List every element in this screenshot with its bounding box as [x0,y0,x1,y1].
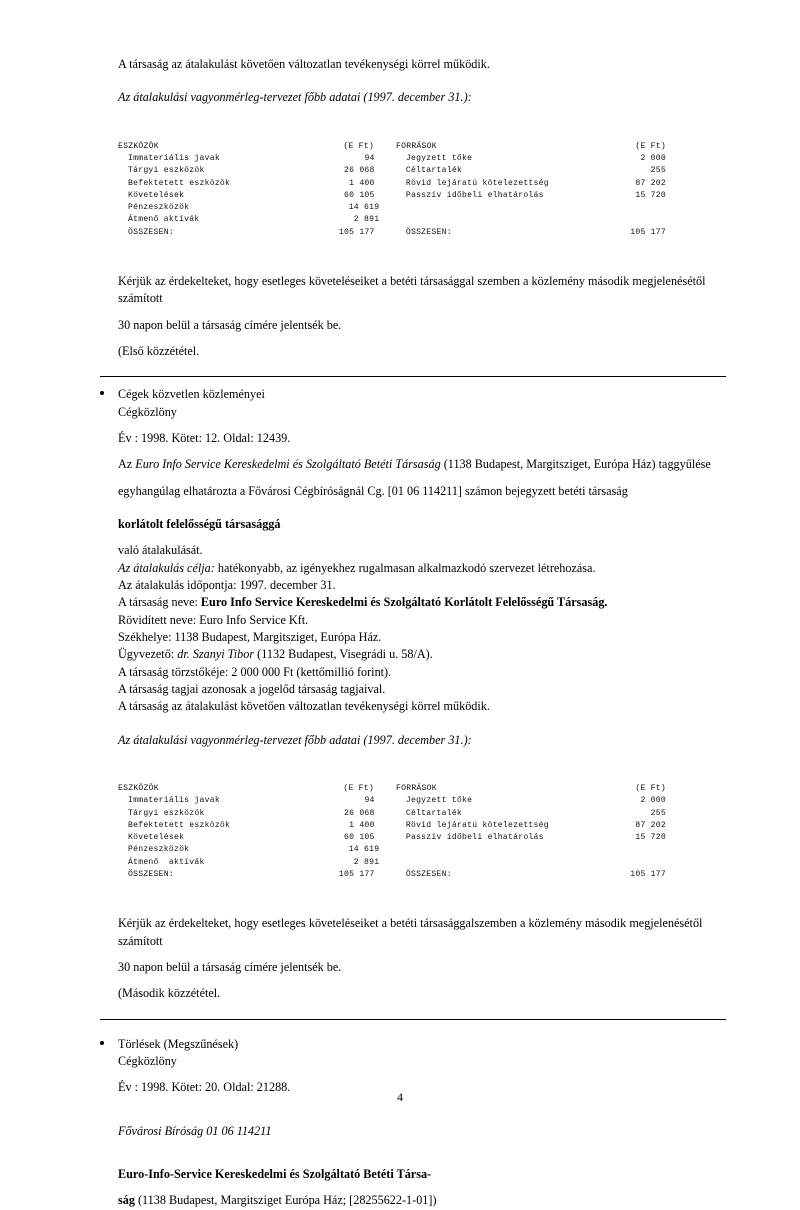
spacer [118,308,744,317]
company-address: (1138 Budapest, Margitsziget Európa Ház; [28255622-1-01]) [134,1193,437,1208]
column-gap [375,165,396,177]
balance-sheet-heading-1: Az átalakulási vagyonmérleg-tervezet főbb adatai (1997. december 31.): [118,90,472,105]
asset-value: 1 400 [349,820,375,830]
purpose-label: Az átalakulás célja: [118,560,215,575]
liabilities-total-label: ÖSSZESEN: [405,227,452,237]
liabilities-total-value: 105 177 [630,870,666,879]
asset-label: Átmenő aktívák [128,215,200,225]
liabilities-unit: (E Ft) [635,141,666,151]
spacer [118,447,744,456]
intro-paragraph: A társaság az átalakulást követően változatlan tevékenységi körrel működik. [118,57,490,71]
empty-cell [597,214,666,226]
table-header-row [118,783,666,795]
spacer [118,334,744,343]
section1-transform-target: korlátolt felelősségű társasággá [118,516,281,531]
section1-company-line [118,456,744,473]
liability-value: 2 000 [640,153,666,163]
column-gap [375,153,396,165]
liability-value: 15 720 [635,833,666,843]
column-gap [379,857,401,869]
manager-label: Ügyvezető: [118,647,178,662]
asset-value: 1 400 [349,178,375,188]
section2-issue-line: Év : 1998. Kötet: 20. Oldal: 21288. [118,1080,291,1095]
column-gap [375,178,396,190]
asset-value: 2 891 [353,857,380,867]
balance-table-1 [118,141,666,239]
section2-company-name-line1: Euro-Info-Service Kereskedelmi és Szolgáltató Betéti Társa- [118,1166,432,1181]
column-gap [375,820,396,832]
assets-unit: (E Ft) [343,141,374,151]
publication-second: (Második közzététel. [118,986,221,1001]
column-gap [375,832,396,844]
spacer [118,1140,744,1166]
table-row [118,165,666,177]
asset-value: 60 105 [344,833,375,843]
empty-cell [597,857,666,869]
table-row [118,857,666,869]
liability-label: Rövid lejáratú kötelezettség [405,178,549,188]
section1-shortname-line: Rövidített neve: Euro Info Service Kft. [118,612,309,627]
column-gap [374,141,396,153]
table-row [118,214,666,226]
table-row [118,808,666,820]
asset-label: Követelések [128,833,185,843]
table-row [118,153,666,165]
table-total-row [118,869,666,881]
spacer [118,1003,744,1019]
section1-seat-line: Székhelye: 1138 Budapest, Margitsziget, Európa Ház. [118,629,382,644]
liabilities-header: FORRÁSOK [396,783,437,793]
spacer [118,73,744,89]
liability-label: Jegyzett tőke [405,796,473,806]
empty-cell [401,844,597,856]
section1-members-line: A társaság tagjai azonosak a jogelőd társaság tagjaival. [118,681,386,696]
asset-value: 14 619 [348,203,380,213]
liability-label: Rövid lejáratú kötelezettség [405,820,549,830]
liability-value: 87 202 [635,820,666,830]
spacer [118,976,744,985]
asset-label: Befektetett eszközök [128,178,231,188]
manager-value: dr. Szanyi Tibor [177,647,255,662]
asset-value: 26 068 [344,808,375,818]
liability-value: 15 720 [635,190,666,200]
asset-label: Befektetett eszközök [128,820,231,830]
section1-activity-line: A társaság az átalakulást követően változatlan tevékenységi körrel működik. [118,699,490,714]
assets-header: ESZKÖZÖK [118,783,159,793]
liability-label: Jegyzett tőke [405,153,473,163]
spacer [118,533,744,542]
bullet-icon [100,391,104,395]
section1-issue-line: Év : 1998. Kötet: 12. Oldal: 12439. [118,431,291,445]
empty-cell [401,857,597,869]
asset-value: 14 619 [348,845,380,855]
table-row [118,178,666,190]
spacer [118,360,744,376]
liability-value: 2 000 [640,796,666,806]
asset-label: Átmenő aktívák [128,857,205,867]
asset-value: 2 891 [353,215,380,225]
column-gap [379,202,401,214]
column-gap [379,844,401,856]
spacer [118,881,744,915]
empty-cell [401,202,597,214]
empty-cell [597,202,666,214]
newname-label: A társaság neve: [118,595,201,610]
table-total-row [118,227,666,239]
liability-label: Céltartalék [405,808,463,818]
section1-date-line: Az átalakulás időpontja: 1997. december 31. [118,577,336,592]
column-gap [375,869,396,881]
asset-label: Tárgyi eszközök [128,166,205,176]
claims-paragraph-1b: Kérjük az érdekelteket, hogy esetleges követeléseiket a betéti társasággalszemben a közlemény második megjelenésétől számított [118,916,703,948]
column-gap [375,190,396,202]
company-prefix: Az [118,457,136,472]
table-row [118,190,666,202]
company-name-tail: ság [118,1193,135,1208]
column-gap [375,227,396,239]
section1-transform-tail: való átalakulását. [118,543,203,558]
company-name: Euro Info Service Kereskedelmi és Szolgáltató Betéti Társaság [135,457,441,472]
empty-cell [597,844,666,856]
liability-value: 255 [650,166,666,176]
section-company-notices [118,386,744,749]
section1-gazette: Cégközlöny [118,404,177,419]
column-gap [375,808,396,820]
asset-label: Immateriális javak [128,153,220,163]
assets-total-value: 105 177 [338,870,375,879]
bullet-icon [100,1041,104,1045]
column-gap [374,783,396,795]
liability-value: 87 202 [635,178,666,188]
spacer [118,1183,744,1192]
table-row [118,820,666,832]
assets-total-value: 105 177 [338,227,375,237]
spacer [118,474,744,483]
section2-court-line: Fővárosi Bíróság 01 06 114211 [118,1123,272,1138]
section2-company-name-line2 [118,1192,744,1209]
section1-title: Cégek közvetlen közleményei [118,387,265,402]
empty-cell [401,214,597,226]
liabilities-total-label: ÖSSZESEN: [405,870,452,879]
assets-total-label: ÖSSZESEN: [128,227,174,237]
asset-value: 60 105 [344,190,375,200]
spacer [118,1070,744,1079]
publication-first: (Első közzététel. [118,344,200,359]
liability-label: Passzív időbeli elhatárolás [405,190,544,200]
spacer [118,749,744,783]
liability-value: 255 [650,808,666,818]
section1-newname-line [118,594,744,611]
liabilities-total-value: 105 177 [630,227,666,237]
asset-value: 94 [364,153,375,163]
asset-label: Tárgyi eszközök [128,808,205,818]
balance-table-2 [118,783,666,881]
spacer [118,377,744,386]
asset-value: 94 [364,796,375,806]
spacer [118,239,744,273]
section1-purpose-line [118,560,744,577]
liability-label: Passzív időbeli elhatárolás [405,833,544,843]
section1-capital-line: A társaság törzstőkéje: 2 000 000 Ft (kettőmillió forint). [118,664,392,679]
section2-title: Törlések (Megszűnések) [118,1036,239,1051]
claims-paragraph-2b: 30 napon belül a társaság címére jelentsék be. [118,959,342,974]
table-row [118,795,666,807]
column-gap [379,214,401,226]
asset-label: Pénzeszközök [128,203,190,213]
assets-unit: (E Ft) [343,783,374,793]
liabilities-header: FORRÁSOK [396,141,437,151]
spacer [118,421,744,430]
asset-label: Pénzeszközök [128,845,190,855]
newname-value: Euro Info Service Kereskedelmi és Szolgáltató Korlátolt Felelősségű Társaság. [200,595,608,610]
column-gap [375,795,396,807]
liabilities-unit: (E Ft) [635,783,666,793]
company-suffix: (1138 Budapest, Margitsziget, Európa Ház) taggyűlése [440,457,711,472]
assets-header: ESZKÖZÖK [118,141,159,151]
liability-label: Céltartalék [405,166,463,176]
spacer [118,500,744,516]
spacer [118,107,744,141]
section-deletions [118,1036,744,1210]
asset-label: Követelések [128,190,185,200]
assets-total-label: ÖSSZESEN: [128,870,174,879]
asset-value: 26 068 [344,166,375,176]
purpose-text: hatékonyabb, az igényekhez rugalmasan alkalmazkodó szervezet létrehozása. [214,560,596,575]
spacer [118,1020,744,1036]
spacer [118,950,744,959]
claims-paragraph-1: Kérjük az érdekelteket, hogy esetleges követeléseiket a betéti társasággal szemben a közlemény második megjelenésétől számított [118,274,706,306]
asset-label: Immateriális javak [128,796,220,806]
section1-registry-line: egyhangúlag elhatározta a Fővárosi Cégbíróságnál Cg. [01 06 114211] számon bejegyzett betéti társaság [118,483,628,498]
table-header-row [118,141,666,153]
table-row [118,202,666,214]
balance-sheet-heading-2: Az átalakulási vagyonmérleg-tervezet főbb adatai (1997. december 31.): [118,732,472,747]
table-row [118,832,666,844]
claims-paragraph-2: 30 napon belül a társaság címére jelentsék be. [118,317,342,332]
spacer [118,716,744,732]
section1-manager-line [118,646,744,663]
table-row [118,844,666,856]
page-number: 4 [397,1090,403,1104]
manager-tail: (1132 Budapest, Visegrádi u. 58/A). [254,647,433,662]
section2-gazette: Cégközlöny [118,1053,177,1068]
